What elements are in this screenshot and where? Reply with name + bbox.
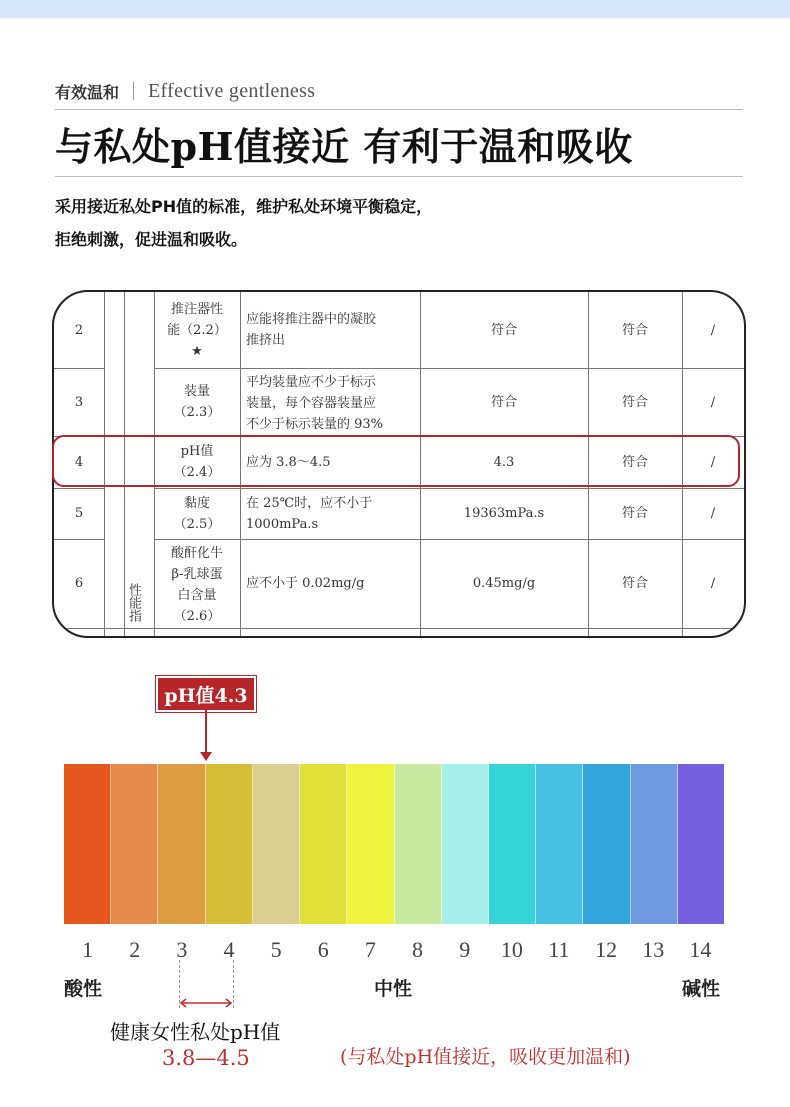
ph-number-8: 8 bbox=[412, 937, 424, 962]
absorption-note: (与私处pH值接近，吸收更加温和) bbox=[340, 1046, 631, 1068]
ph-swatch-5 bbox=[253, 764, 300, 924]
table-row-line-a-4 bbox=[54, 539, 104, 540]
row-item bbox=[154, 381, 240, 423]
header-rule-bottom bbox=[55, 176, 743, 177]
ph-number-13: 13 bbox=[642, 937, 665, 962]
row-requirement-line: 装量，每个容器装量应 bbox=[246, 396, 377, 411]
row-result: 4.3 bbox=[493, 454, 515, 470]
row-number: 3 bbox=[74, 394, 84, 410]
row-item-line: 白含量 bbox=[177, 588, 217, 603]
top-accent-bar bbox=[0, 0, 790, 18]
callout-arrow-line bbox=[205, 710, 207, 754]
callout-arrow-head bbox=[200, 752, 212, 761]
ph-number-5: 5 bbox=[270, 937, 282, 962]
group-label-performance: 性能指 bbox=[126, 582, 141, 622]
ph-swatch-14 bbox=[678, 764, 724, 924]
row-item-line: 推注器性 bbox=[170, 301, 223, 317]
table-row-line-a-3 bbox=[54, 488, 104, 489]
ph-scale-numbers bbox=[64, 937, 724, 963]
ph-number-7: 7 bbox=[364, 937, 376, 962]
row-requirement-line: 在 25℃时，应不小于 bbox=[246, 495, 373, 511]
table-row-line-b-3 bbox=[154, 488, 744, 489]
page-headline: 与私处pH值接近 有利于温和吸收 bbox=[55, 124, 633, 169]
ph-swatch-8 bbox=[395, 764, 442, 924]
row-requirement-line: 1000mPa.s bbox=[246, 516, 319, 532]
alkaline-label: 碱性 bbox=[682, 978, 721, 1000]
row-item bbox=[154, 543, 240, 627]
row-item-line: （2.5） bbox=[173, 516, 221, 532]
row-number: 2 bbox=[74, 322, 84, 338]
row-conclusion: 符合 bbox=[621, 394, 648, 410]
row-requirement-line: 应为 3.8～4.5 bbox=[246, 454, 331, 470]
range-double-arrow bbox=[178, 997, 234, 1009]
neutral-label: 中性 bbox=[374, 978, 413, 1000]
row-remark: / bbox=[710, 394, 716, 410]
row-number: 5 bbox=[74, 506, 84, 521]
ph-number-4: 4 bbox=[223, 937, 235, 962]
row-item-line: 装量 bbox=[183, 384, 210, 399]
row-item-line: 黏度 bbox=[183, 495, 210, 511]
row-item-line: pH值 bbox=[180, 444, 214, 459]
row-remark: / bbox=[710, 576, 716, 591]
eyebrow-label-zh: 有效温和 bbox=[55, 82, 120, 102]
description-line-2: 拒绝刺激，促进温和吸收。 bbox=[55, 230, 248, 249]
row-conclusion: 符合 bbox=[621, 576, 648, 591]
table-row-line-b-1 bbox=[154, 368, 744, 369]
row-item-line: （2.3） bbox=[173, 405, 221, 420]
header-rule-top bbox=[55, 109, 743, 110]
ph-number-14: 14 bbox=[689, 937, 712, 962]
ph-swatch-7 bbox=[347, 764, 394, 924]
row-remark: / bbox=[710, 506, 716, 521]
row-item-line: （2.6） bbox=[173, 609, 221, 624]
row-result: 符合 bbox=[490, 394, 517, 410]
ph-number-11: 11 bbox=[548, 937, 570, 962]
ph-number-10: 10 bbox=[500, 937, 523, 962]
row-item-line: β-乳球蛋 bbox=[171, 567, 223, 582]
ph-number-9: 9 bbox=[459, 937, 471, 962]
eyebrow-label-en: Effective gentleness bbox=[148, 79, 316, 102]
row-result: 符合 bbox=[490, 322, 517, 338]
ph-row-highlight bbox=[52, 435, 740, 487]
acid-label: 酸性 bbox=[64, 978, 103, 1000]
ph-swatch-10 bbox=[489, 764, 536, 924]
row-requirement bbox=[246, 573, 418, 594]
table-bottom-line bbox=[54, 628, 744, 629]
ph-swatch-11 bbox=[536, 764, 583, 924]
row-result: 0.45mg/g bbox=[472, 576, 536, 591]
row-item-line: （2.4） bbox=[173, 465, 221, 480]
row-item bbox=[154, 493, 240, 535]
ph-number-12: 12 bbox=[595, 937, 618, 962]
row-requirement-line: 推挤出 bbox=[246, 333, 286, 348]
row-item bbox=[154, 299, 240, 362]
row-item-line: 酸酐化牛 bbox=[170, 546, 223, 561]
row-conclusion: 符合 bbox=[621, 454, 648, 470]
row-remark: / bbox=[710, 454, 716, 470]
row-requirement-line: 不少于标示装量的 93% bbox=[246, 417, 384, 432]
row-requirement bbox=[246, 493, 418, 535]
ph-number-1: 1 bbox=[82, 937, 94, 962]
table-row-line-a-1 bbox=[54, 368, 104, 369]
section-eyebrow bbox=[55, 78, 315, 104]
ph-swatch-1 bbox=[64, 764, 111, 924]
healthy-range-title: 健康女性私处pH值 bbox=[110, 1020, 281, 1044]
ph-swatch-12 bbox=[583, 764, 630, 924]
ph-swatch-2 bbox=[111, 764, 158, 924]
row-conclusion: 符合 bbox=[621, 322, 648, 338]
row-conclusion: 符合 bbox=[621, 506, 648, 521]
row-requirement-line: 应能将推注器中的凝胶 bbox=[246, 312, 377, 327]
ph-swatch-9 bbox=[442, 764, 489, 924]
ph-swatch-6 bbox=[300, 764, 347, 924]
eyebrow-divider bbox=[133, 82, 134, 100]
ph-value-callout: pH值4.3 bbox=[156, 676, 256, 712]
ph-swatch-4 bbox=[206, 764, 253, 924]
row-item-line: ★ bbox=[191, 343, 203, 359]
row-result: 19363mPa.s bbox=[463, 506, 545, 521]
row-requirement bbox=[246, 309, 418, 351]
row-remark: / bbox=[710, 322, 716, 338]
row-item-line: 能（2.2） bbox=[167, 322, 227, 338]
description bbox=[55, 190, 735, 256]
ph-color-scale bbox=[64, 764, 724, 924]
row-requirement bbox=[246, 372, 418, 435]
table-row-line-b-4 bbox=[154, 539, 744, 540]
ph-number-6: 6 bbox=[317, 937, 329, 962]
row-requirement-line: 应不小于 0.02mg/g bbox=[246, 576, 365, 591]
ph-number-2: 2 bbox=[129, 937, 141, 962]
row-number: 4 bbox=[74, 454, 84, 470]
ph-number-3: 3 bbox=[176, 937, 188, 962]
row-number: 6 bbox=[74, 576, 84, 591]
description-line-1: 采用接近私处PH值的标准，维护私处环境平衡稳定， bbox=[55, 197, 433, 216]
ph-swatch-3 bbox=[158, 764, 205, 924]
healthy-range-value: 3.8—4.5 bbox=[162, 1046, 250, 1070]
row-requirement-line: 平均装量应不少于标示 bbox=[246, 375, 377, 390]
ph-swatch-13 bbox=[631, 764, 678, 924]
